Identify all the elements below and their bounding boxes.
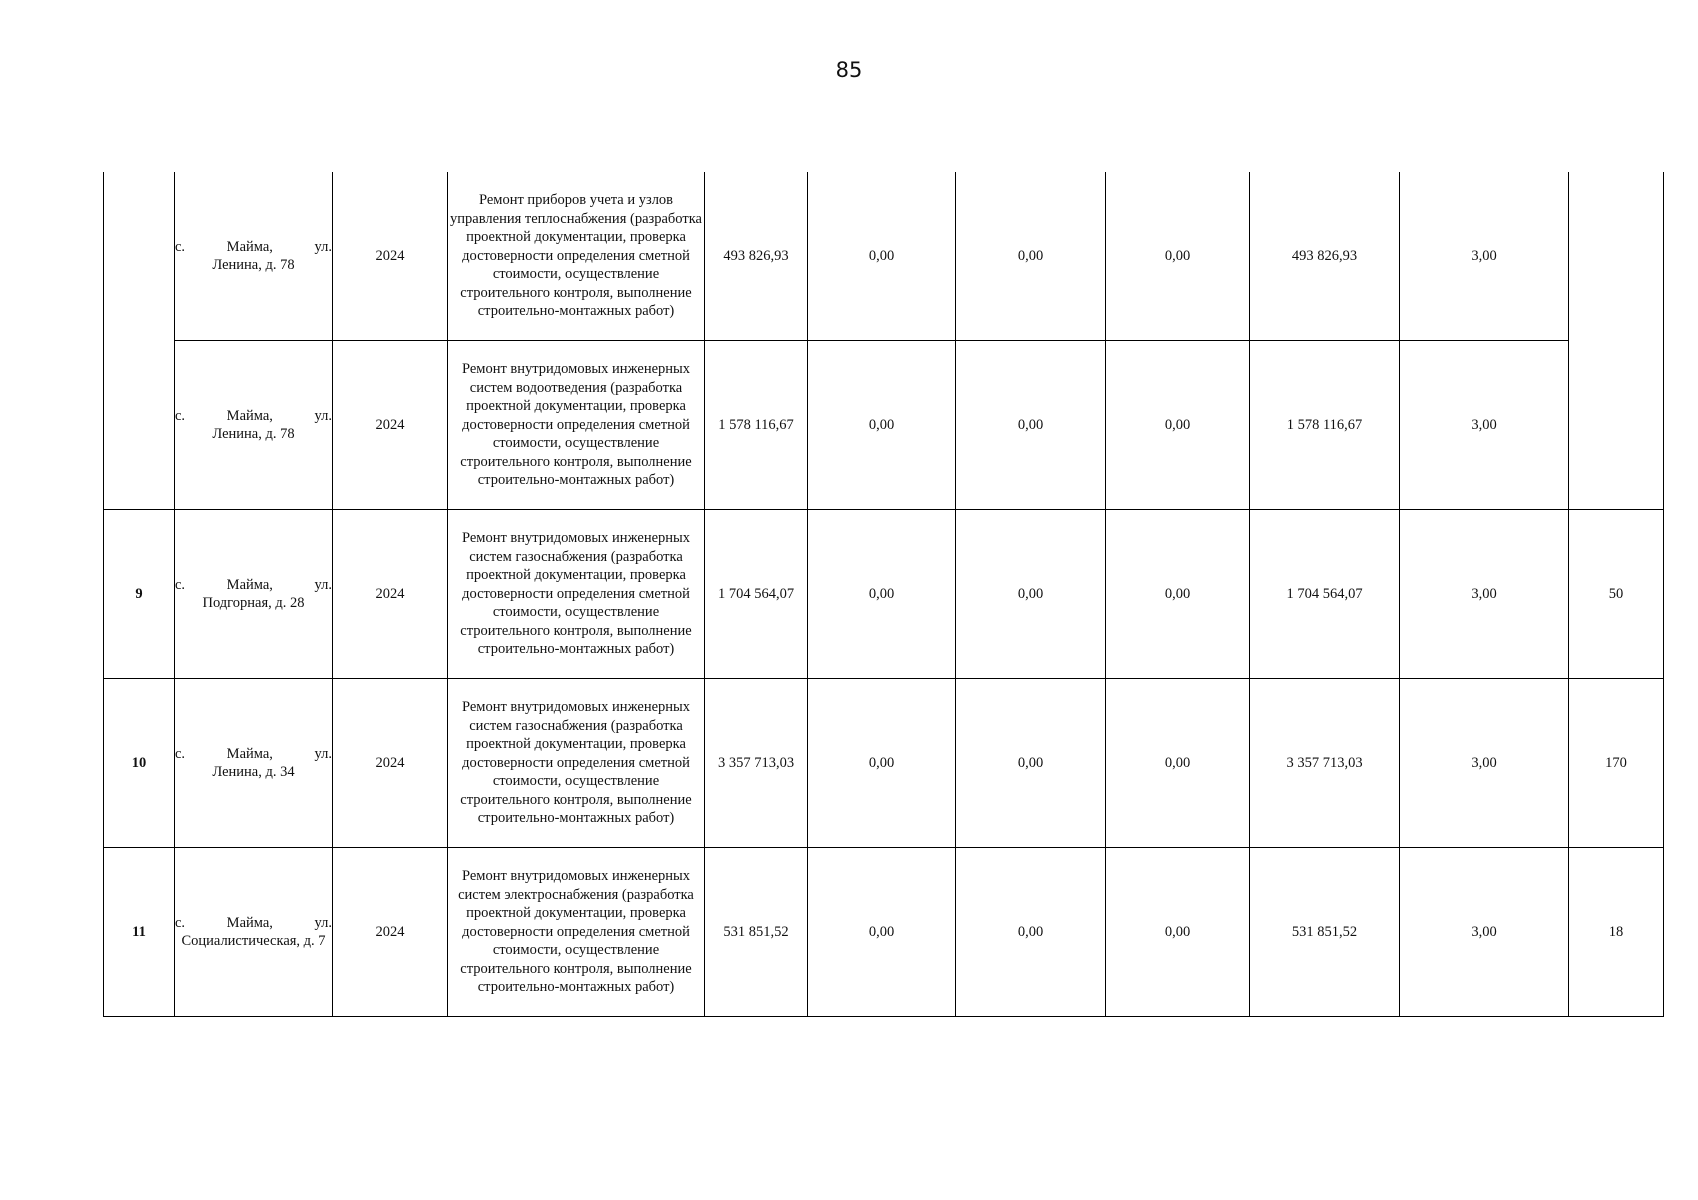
address-street-prefix: ул. [314,745,332,762]
last-value-cell: 50 [1569,510,1664,679]
address-prefix: с. [175,745,186,762]
value-cell: 0,00 [1106,510,1250,679]
value-cell: 0,00 [1106,172,1250,341]
total-cost-cell: 531 851,52 [705,848,808,1017]
work-description-cell: Ремонт внутридомовых инженерных систем газоснабжения (разработка проектной документации, проверка достоверности определения сметной стоимости, осуществление строительного контроля, выполнение строительно-монтажных работ) [448,510,705,679]
address-street-prefix: ул. [314,238,332,255]
address-cell [175,172,333,341]
address-line-1 [175,745,332,764]
year-cell: 2024 [333,341,448,510]
address-locality: Майма, [226,745,273,762]
total-cost-cell: 3 357 713,03 [705,679,808,848]
value-cell: 0,00 [1106,679,1250,848]
address-locality: Майма, [226,238,273,255]
value-cell: 1 578 116,67 [1250,341,1400,510]
table-row [104,510,1664,679]
work-description-cell: Ремонт приборов учета и узлов управления теплоснабжения (разработка проектной документации, проверка достоверности определения сметной стоимости, осуществление строительного контроля, выполнение строительно-монтажных работ) [448,172,705,341]
value-cell: 3,00 [1400,510,1569,679]
value-cell: 0,00 [956,172,1106,341]
address-prefix: с. [175,576,186,593]
value-cell: 0,00 [808,172,956,341]
total-cost-cell: 493 826,93 [705,172,808,341]
year-cell: 2024 [333,679,448,848]
total-cost-cell: 1 578 116,67 [705,341,808,510]
value-cell: 3,00 [1400,341,1569,510]
value-cell: 1 704 564,07 [1250,510,1400,679]
value-cell: 0,00 [956,510,1106,679]
last-value-cell: 170 [1569,679,1664,848]
work-description-cell: Ремонт внутридомовых инженерных систем водоотведения (разработка проектной документации, проверка достоверности определения сметной стоимости, осуществление строительного контроля, выполнение строительно-монтажных работ) [448,341,705,510]
year-cell: 2024 [333,172,448,341]
work-description-cell: Ремонт внутридомовых инженерных систем электроснабжения (разработка проектной документации, проверка достоверности определения сметной стоимости, осуществление строительного контроля, выполнение строительно-монтажных работ) [448,848,705,1017]
value-cell: 0,00 [956,679,1106,848]
address-cell [175,341,333,510]
value-cell: 0,00 [1106,341,1250,510]
work-description-cell: Ремонт внутридомовых инженерных систем газоснабжения (разработка проектной документации, проверка достоверности определения сметной стоимости, осуществление строительного контроля, выполнение строительно-монтажных работ) [448,679,705,848]
address-locality: Майма, [226,407,273,424]
value-cell: 0,00 [956,848,1106,1017]
address-prefix: с. [175,407,186,424]
value-cell: 0,00 [956,341,1106,510]
table-row [104,679,1664,848]
address-line-1 [175,576,332,595]
row-number-cell [104,172,175,510]
address-cell [175,679,333,848]
address-street-prefix: ул. [314,914,332,931]
year-cell: 2024 [333,848,448,1017]
table-row [104,172,1664,341]
value-cell: 0,00 [808,510,956,679]
address-street: Ленина, д. 34 [212,764,295,780]
address-prefix: с. [175,914,186,931]
value-cell: 0,00 [808,341,956,510]
row-number-cell: 10 [104,679,175,848]
row-number-cell: 9 [104,510,175,679]
address-street: Подгорная, д. 28 [202,595,305,611]
table-row [104,341,1664,510]
address-cell [175,510,333,679]
last-value-cell: 18 [1569,848,1664,1017]
value-cell: 3,00 [1400,848,1569,1017]
value-cell: 3 357 713,03 [1250,679,1400,848]
address-street: Социалистическая, д. 7 [181,933,326,949]
address-street-prefix: ул. [314,407,332,424]
row-number-cell: 11 [104,848,175,1017]
address-street: Ленина, д. 78 [212,426,295,442]
address-prefix: с. [175,238,186,255]
address-line-1 [175,914,332,933]
address-line-1 [175,407,332,426]
value-cell: 3,00 [1400,172,1569,341]
year-cell: 2024 [333,510,448,679]
value-cell: 0,00 [1106,848,1250,1017]
value-cell: 3,00 [1400,679,1569,848]
last-value-cell [1569,172,1664,510]
value-cell: 493 826,93 [1250,172,1400,341]
address-street: Ленина, д. 78 [212,257,295,273]
table-row [104,848,1664,1017]
address-locality: Майма, [226,576,273,593]
capital-repair-table [103,172,1664,1017]
page-number: 85 [835,58,863,82]
address-cell [175,848,333,1017]
address-locality: Майма, [226,914,273,931]
value-cell: 0,00 [808,848,956,1017]
address-street-prefix: ул. [314,576,332,593]
value-cell: 531 851,52 [1250,848,1400,1017]
total-cost-cell: 1 704 564,07 [705,510,808,679]
value-cell: 0,00 [808,679,956,848]
address-line-1 [175,238,332,257]
